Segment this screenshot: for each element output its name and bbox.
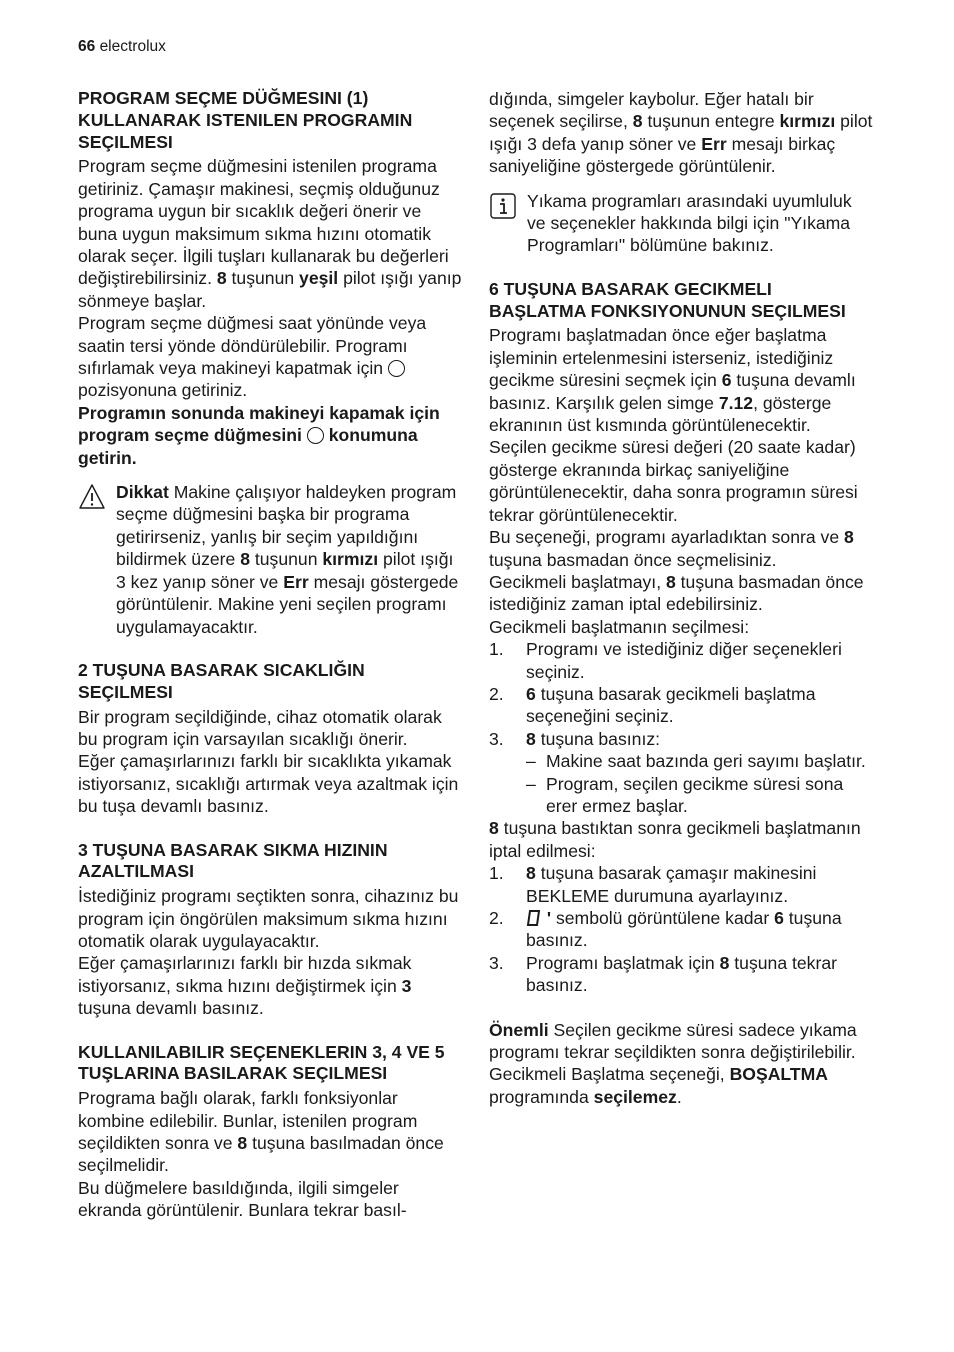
text: konumuna getirin.	[78, 425, 418, 468]
error-code: Err	[701, 133, 727, 154]
list-number: 2.	[489, 683, 504, 704]
emphasis: kırmızı	[322, 549, 379, 570]
emphasis: kırmızı	[779, 111, 836, 132]
key-number: 6	[721, 370, 732, 391]
text: pilot ışığı 3 defa yanıp söner ve	[489, 111, 873, 154]
dash-list	[489, 750, 873, 817]
text: pilot ışığı yanıp sönmeye başlar.	[78, 268, 462, 311]
key-number: 8	[665, 571, 676, 592]
text: tuşuna basınız.	[526, 908, 842, 951]
text: tuşuna basmadan önce seçmelisiniz.	[489, 549, 777, 570]
text: tuşuna bastıktan sonra gecikmeli başlatmanın iptal edilmesi:	[489, 818, 861, 861]
list-number: 2.	[489, 908, 504, 928]
paragraph	[78, 155, 462, 312]
text: Gecikmeli Başlatma seçeneği,	[489, 1064, 725, 1085]
text: Makine saat bazında geri sayımı başlatır.	[546, 751, 866, 772]
key-number: 3	[401, 975, 412, 996]
off-position-icon	[307, 427, 324, 444]
bold-paragraph	[78, 402, 462, 469]
key-number: 8	[216, 268, 227, 289]
text: tuşuna basmadan önce istediğiniz zaman iptal edebilirsiniz.	[489, 571, 864, 615]
list-number: 1.	[489, 639, 504, 660]
text: tuşuna basarak çamaşır makinesini BEKLEME durumuna ayarlayınız.	[526, 863, 817, 906]
list-number: 3.	[489, 728, 504, 749]
important-note	[489, 1019, 873, 1064]
section-heading-program-select: PROGRAM SEÇME DÜĞMESINI (1) KULLANARAK ISTENILEN PROGRAMIN SEÇILMESI	[78, 88, 413, 152]
text: pozisyonuna getiriniz.	[78, 380, 248, 401]
list-item	[489, 638, 873, 683]
left-column	[78, 88, 462, 1222]
text: , gösterge ekranının üst kısmında görüntülenecektir.	[489, 392, 832, 436]
text: Programı ve istediğiniz diğer seçenekleri seçiniz.	[526, 639, 842, 682]
list-number: 3.	[489, 952, 504, 973]
warning-text	[116, 481, 462, 638]
list-item	[489, 952, 873, 997]
list-item: – Program, seçilen gecikme süresi sona erer ermez başlar.	[526, 773, 844, 816]
list-number: 1.	[489, 863, 504, 884]
warning-label: Dikkat	[116, 482, 169, 503]
symbol-mark: '	[546, 908, 552, 928]
text: tuşunun	[254, 549, 318, 570]
text: Programın sonunda makineyi kapamak için program seçme düğmesini	[78, 402, 440, 446]
key-number: 8	[526, 728, 536, 749]
key-number: 6	[774, 908, 784, 928]
info-note	[489, 190, 873, 257]
paragraph: İstediğiniz programı seçtikten sonra, cihazınız bu program için öngörülen maksimum sıkma hızını otomatik olarak uygulayacaktır.	[78, 886, 459, 951]
text: Bu seçeneği, programı ayarladıktan sonra ve	[489, 527, 840, 548]
section-heading-temperature: 2 TUŞUNA BASARAK SICAKLIĞIN SEÇILMESI	[78, 659, 365, 702]
text: sembolü görüntülene kadar	[555, 908, 770, 928]
info-text: Yıkama programları arasındaki uyumluluk ve seçenekler hakkında bilgi için "Yıkama Programları" bölümüne bakınız.	[527, 190, 852, 256]
text: Programa bağlı olarak, farklı fonksiyonlar kombine edilebilir. Bunlar, istenilen program seçildikten sonra ve	[78, 1088, 418, 1153]
symbol-ref: 7.12	[718, 392, 754, 413]
right-column	[489, 88, 873, 1108]
list-item	[489, 728, 873, 750]
paragraph	[489, 324, 873, 436]
list-item	[489, 862, 873, 907]
text: tuşunun	[231, 268, 295, 289]
text: tuşuna devamlı basınız.	[78, 998, 264, 1019]
numbered-list	[489, 862, 873, 996]
section-heading-delay-start: 6 TUŞUNA BASARAK GECIKMELI BAŞLATMA FONKSIYONUNUN SEÇILMESI	[489, 278, 846, 321]
display-segment-icon	[526, 909, 542, 927]
program-name: BOŞALTMA	[729, 1064, 828, 1085]
text: Seçilen gecikme süresi sadece yıkama programı tekrar seçildikten sonra değiştirilebilir.	[489, 1019, 857, 1063]
text: programında	[489, 1086, 589, 1107]
list-item	[489, 683, 873, 728]
text: Program, seçilen gecikme süresi sona erer ermez başlar.	[546, 773, 844, 816]
page-number: 66	[78, 38, 96, 55]
important-label: Önemli	[489, 1019, 549, 1040]
key-number: 8	[489, 818, 499, 839]
text: tuşuna devamlı basınız. Karşılık gelen simge	[489, 370, 856, 413]
text: Eğer çamaşırlarınızı farklı bir hızda sıkmak istiyorsanız, sıkma hızını değiştirmek için	[78, 953, 412, 996]
paragraph: Eğer çamaşırlarınızı farklı bir sıcaklıkta yıkamak istiyorsanız, sıcaklığı artırmak veya azaltmak için bu tuşa devamlı basınız.	[78, 751, 459, 817]
text: tuşuna basınız:	[540, 728, 661, 749]
off-position-icon	[388, 360, 405, 377]
text: Program seçme düğmesini istenilen programa getiriniz. Çamaşır makinesi, seçmiş olduğunuz programa uygun bir sıcaklık değeri önerir ve buna uygun maksimum sıkma hızını otomatik olarak seçer. İlgili tuşları kullanarak bu değerleri değiştirebilirsiniz.	[78, 156, 449, 289]
warning-note	[78, 481, 462, 638]
section-heading-spin-speed: 3 TUŞUNA BASARAK SIKMA HIZININ AZALTILMASI	[78, 839, 388, 882]
paragraph: Gecikmeli başlatmanın seçilmesi:	[489, 616, 750, 637]
key-number: 8	[237, 1132, 248, 1153]
text: Makine çalışıyor haldeyken program seçme düğmesini başka bir programa getirirseniz, yanlış bir seçim yapıldığını bildirmek üzere	[116, 482, 457, 570]
emphasis: seçilemez	[593, 1086, 677, 1107]
key-number: 8	[844, 527, 854, 548]
paragraph: Bir program seçildiğinde, cihaz otomatik olarak bu program için varsayılan sıcaklığı önerir.	[78, 706, 442, 749]
list-item	[489, 907, 873, 952]
text: Program seçme düğmesi saat yönünde veya saatin tersi yönde döndürülebilir. Programı sıfırlamak veya makineyi kapatmak için	[78, 313, 427, 379]
paragraph	[78, 312, 462, 402]
text: Programı başlatmak için	[526, 952, 715, 973]
key-number: 8	[632, 111, 643, 132]
info-icon	[489, 192, 517, 220]
numbered-list	[489, 638, 873, 750]
key-number: 8	[526, 863, 536, 884]
text: tuşuna basılmadan önce seçilmelidir.	[78, 1132, 444, 1176]
paragraph	[489, 526, 873, 571]
text: dığında, simgeler kaybolur. Eğer hatalı bir seçenek seçilirse,	[489, 89, 814, 132]
paragraph	[489, 571, 873, 616]
paragraph	[489, 88, 873, 178]
key-number: 8	[240, 549, 250, 570]
paragraph	[78, 952, 462, 1019]
text: .	[676, 1086, 682, 1107]
emphasis: yeşil	[299, 268, 339, 289]
key-number: 6	[526, 683, 536, 704]
text: tuşuna tekrar basınız.	[526, 952, 837, 996]
section-heading-options: KULLANILABILIR SEÇENEKLERIN 3, 4 VE 5 TUŞLARINA BASILARAK SEÇILMESI	[78, 1041, 445, 1084]
warning-icon	[78, 483, 106, 511]
paragraph: Bu düğmelere basıldığında, ilgili simgeler ekranda görüntülenir. Bunlara tekrar basıl-	[78, 1177, 407, 1221]
text: tuşunun entegre	[647, 111, 775, 132]
key-number: 8	[719, 952, 730, 973]
paragraph	[489, 1063, 873, 1108]
text: mesajı birkaç saniyeliğine göstergede görüntülenir.	[489, 133, 836, 177]
paragraph: Seçilen gecikme süresi değeri (20 saate kadar) gösterge ekranında birkaç saniyeliğine görüntülenecektir, daha sonra programın süresi tekrar görüntülenecektir.	[489, 437, 858, 525]
brand-name: electrolux	[99, 38, 166, 55]
text: Gecikmeli başlatmayı,	[489, 571, 662, 592]
page-header	[78, 38, 166, 56]
text: tuşuna basarak gecikmeli başlatma seçeneğini seçiniz.	[526, 683, 816, 727]
text: pilot ışığı 3 kez yanıp söner ve	[116, 549, 454, 592]
error-code: Err	[283, 571, 309, 592]
list-item: – Makine saat bazında geri sayımı başlatır.	[526, 751, 866, 772]
text: mesajı göstergede görüntülenir. Makine yeni seçilen programı uygulamayacaktır.	[116, 571, 459, 637]
paragraph	[78, 1087, 462, 1177]
text: Programı başlatmadan önce eğer başlatma işleminin ertelenmesini isterseniz, istediğiniz gecikme süresini seçmek için	[489, 325, 834, 391]
paragraph	[489, 817, 873, 862]
